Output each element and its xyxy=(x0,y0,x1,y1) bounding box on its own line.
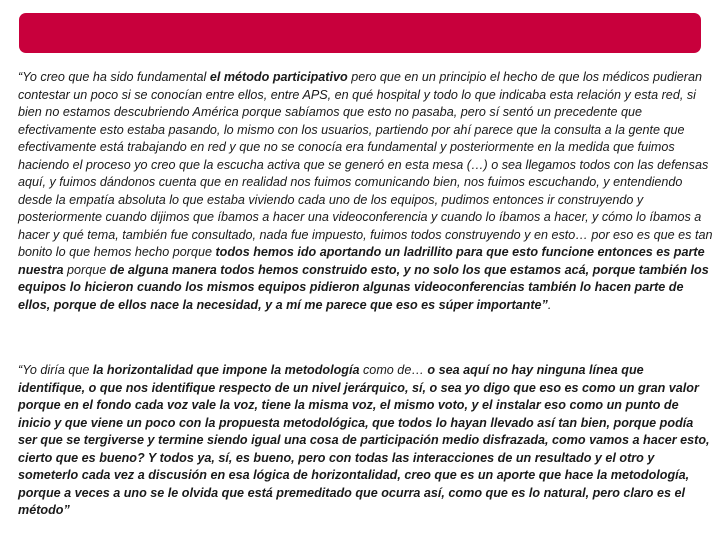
title-banner xyxy=(19,13,701,53)
quote-2-emphasis-1: la horizontalidad que impone la metodología xyxy=(92,363,360,377)
interview-quote-1 xyxy=(18,69,714,314)
quote-1-emphasis-2: todos hemos ido aportando un ladrillito para que esto funcione entonces es parte nuestra xyxy=(18,245,705,277)
quote-1-text-3: porque xyxy=(63,262,110,277)
quote-2-text-2: como de… xyxy=(359,363,428,377)
quote-1-emphasis-3: de alguna manera todos hemos construido esto, y no solo los que estamos acá, porque también los equipos lo hicieron cuando los mismos equipos pidieron algunas videoconferencias también lo hacen parte de ellos, porque de ellos nace la necesidad, y a mí me parece que eso es súper importante” xyxy=(18,262,709,312)
quote-2-text-1: “Yo diría que xyxy=(18,363,93,377)
quote-1-emphasis-1: el método participativo xyxy=(209,70,348,84)
quote-1-text-2: pero que en un principio el hecho de que los médicos pudieran contestar un poco si se conocían entre ellos, entre APS, en qué hospital y todo lo que indicaba esta relación y esta red, si bien no estamos descubriendo América porque sabíamos que esto no pasaba, pero sí sentó un precedente que efectivamente esto estaba pasando, lo mismo con los usuarios, partiendo por ahí parece que la consulta a la gente que efectivamente está trabajando en red y que no se conocía era fundamental y posteriormente en la medida que fuimos haciendo el proceso yo creo que la escucha activa que se generó en esta mesa (…) o sea llegamos todos con las defensas aquí, y fuimos dándonos cuenta que en realidad nos fuimos comunicando bien, nos fuimos escuchando, y entendiendo desde la empatía absoluta lo que estaba viviendo cada uno de los equipos, pudimos entonces ir construyendo y posteriormente cuando dijimos que íbamos a hacer una videoconferencia y cuando lo íbamos a hacer, y cómo lo íbamos a hacer y qué tema, también fue consultado, nada fue impuesto, fuimos todos construyendo y en esto… por eso es que es tan bonito lo que hemos hecho porque xyxy=(18,70,713,259)
quote-1-text-1: “Yo creo que ha sido fundamental xyxy=(18,70,210,84)
quote-1-text-4: . xyxy=(547,297,552,312)
quote-2-emphasis-2: o sea aquí no hay ninguna línea que identifique, o que nos identifique respecto de un nivel jerárquico, sí, o sea yo digo que eso es como un gran valor porque en el fondo cada voz vale la voz, tiene la misma voz, el mismo voto, y el instalar eso como un punto de inicio y que viene un poco con la propuesta metodológica, que todos lo hayan llevado así tan bien, porque podía ser que se tergiverse y termine siendo igual una cosa de participación medio disfrazada, como vamos a hacer esto, cierto que es bueno? Y todos ya, sí, es bueno, pero con todas las interacciones de un resultado y el otro y someterlo cada vez a discusión en esa lógica de horizontalidad, creo que es un aporte que hace la metodología, porque a veces a uno se le olvida que está premeditado que ocurra así, como que es lo natural, pero claro es el método” xyxy=(18,363,710,517)
interview-quote-2 xyxy=(18,362,714,520)
